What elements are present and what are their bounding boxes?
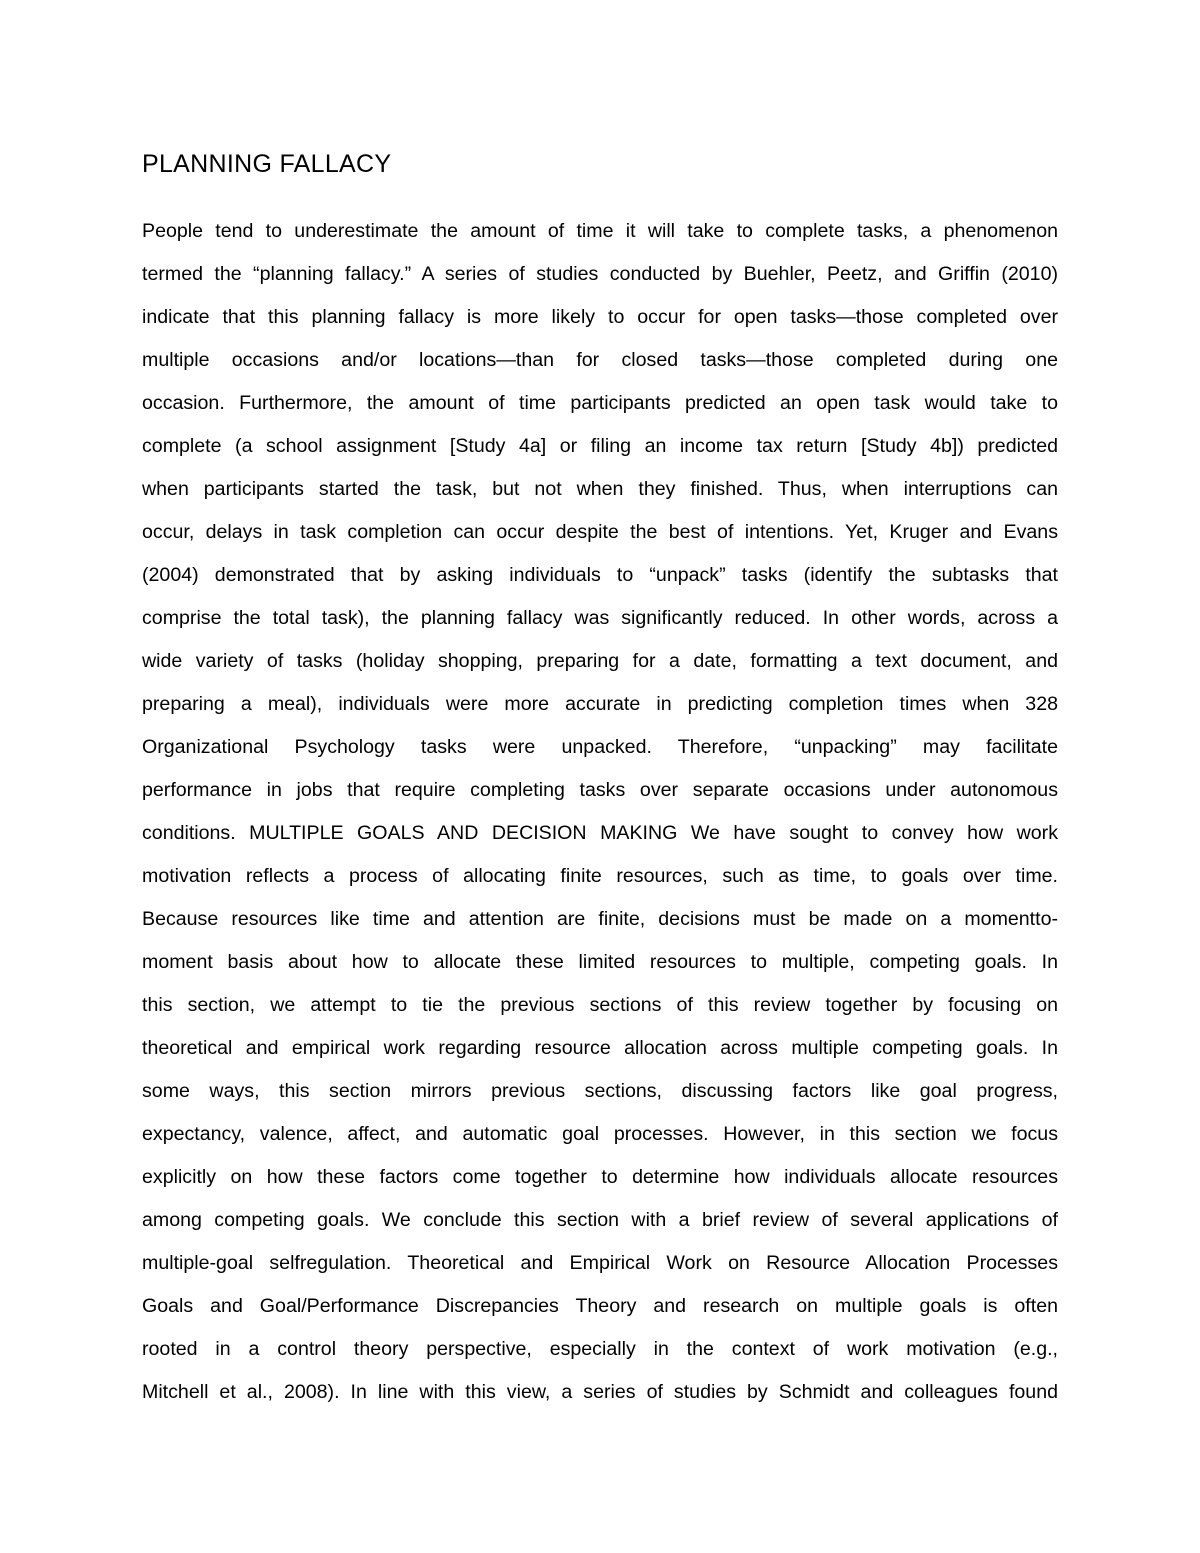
text-line-27: rooted in a control theory perspective, especially in the context of work motivation (e.g.,: [142, 1338, 1058, 1360]
text-line-8: occur, delays in task completion can occur despite the best of intentions. Yet, Kruger and Evans: [142, 521, 1058, 543]
text-line-5: occasion. Furthermore, the amount of time participants predicted an open task would take to: [142, 392, 1058, 414]
text-line-11: wide variety of tasks (holiday shopping, preparing for a date, formatting a text document, and: [142, 650, 1058, 672]
text-line-4: multiple occasions and/or locations—than for closed tasks—those completed during one: [142, 349, 1058, 371]
text-line-24: among competing goals. We conclude this section with a brief review of several applications of: [142, 1209, 1058, 1231]
text-line-2: termed the “planning fallacy.” A series of studies conducted by Buehler, Peetz, and Griffin (2010): [142, 263, 1058, 285]
text-line-20: theoretical and empirical work regarding resource allocation across multiple competing goals. In: [142, 1037, 1058, 1059]
text-line-6: complete (a school assignment [Study 4a] or filing an income tax return [Study 4b]) predicted: [142, 435, 1058, 457]
text-line-15: conditions. MULTIPLE GOALS AND DECISION MAKING We have sought to convey how work: [142, 822, 1058, 844]
text-line-23: explicitly on how these factors come together to determine how individuals allocate resources: [142, 1166, 1058, 1188]
text-line-7: when participants started the task, but not when they finished. Thus, when interruptions can: [142, 478, 1058, 500]
text-line-14: performance in jobs that require completing tasks over separate occasions under autonomous: [142, 779, 1058, 801]
text-line-25: multiple-goal selfregulation. Theoretical and Empirical Work on Resource Allocation Processes: [142, 1252, 1058, 1274]
text-line-10: comprise the total task), the planning fallacy was significantly reduced. In other words, across a: [142, 607, 1058, 629]
text-line-18: moment basis about how to allocate these limited resources to multiple, competing goals. In: [142, 951, 1058, 973]
text-line-16: motivation reflects a process of allocating finite resources, such as time, to goals over time.: [142, 865, 1058, 887]
text-line-9: (2004) demonstrated that by asking individuals to “unpack” tasks (identify the subtasks that: [142, 564, 1058, 586]
page-title: PLANNING FALLACY: [142, 150, 392, 178]
text-line-21: some ways, this section mirrors previous sections, discussing factors like goal progress,: [142, 1080, 1058, 1102]
text-line-28: Mitchell et al., 2008). In line with this view, a series of studies by Schmidt and colleagues found: [142, 1381, 1058, 1403]
text-line-26: Goals and Goal/Performance Discrepancies Theory and research on multiple goals is often: [142, 1295, 1058, 1317]
text-line-1: People tend to underestimate the amount of time it will take to complete tasks, a phenomenon: [142, 220, 1058, 242]
text-line-17: Because resources like time and attention are finite, decisions must be made on a momentto-: [142, 908, 1058, 930]
text-line-22: expectancy, valence, affect, and automatic goal processes. However, in this section we focus: [142, 1123, 1058, 1145]
text-line-13: Organizational Psychology tasks were unpacked. Therefore, “unpacking” may facilitate: [142, 736, 1058, 758]
text-line-12: preparing a meal), individuals were more accurate in predicting completion times when 328: [142, 693, 1058, 715]
text-line-19: this section, we attempt to tie the previous sections of this review together by focusing on: [142, 994, 1058, 1016]
text-line-3: indicate that this planning fallacy is more likely to occur for open tasks—those completed over: [142, 306, 1058, 328]
